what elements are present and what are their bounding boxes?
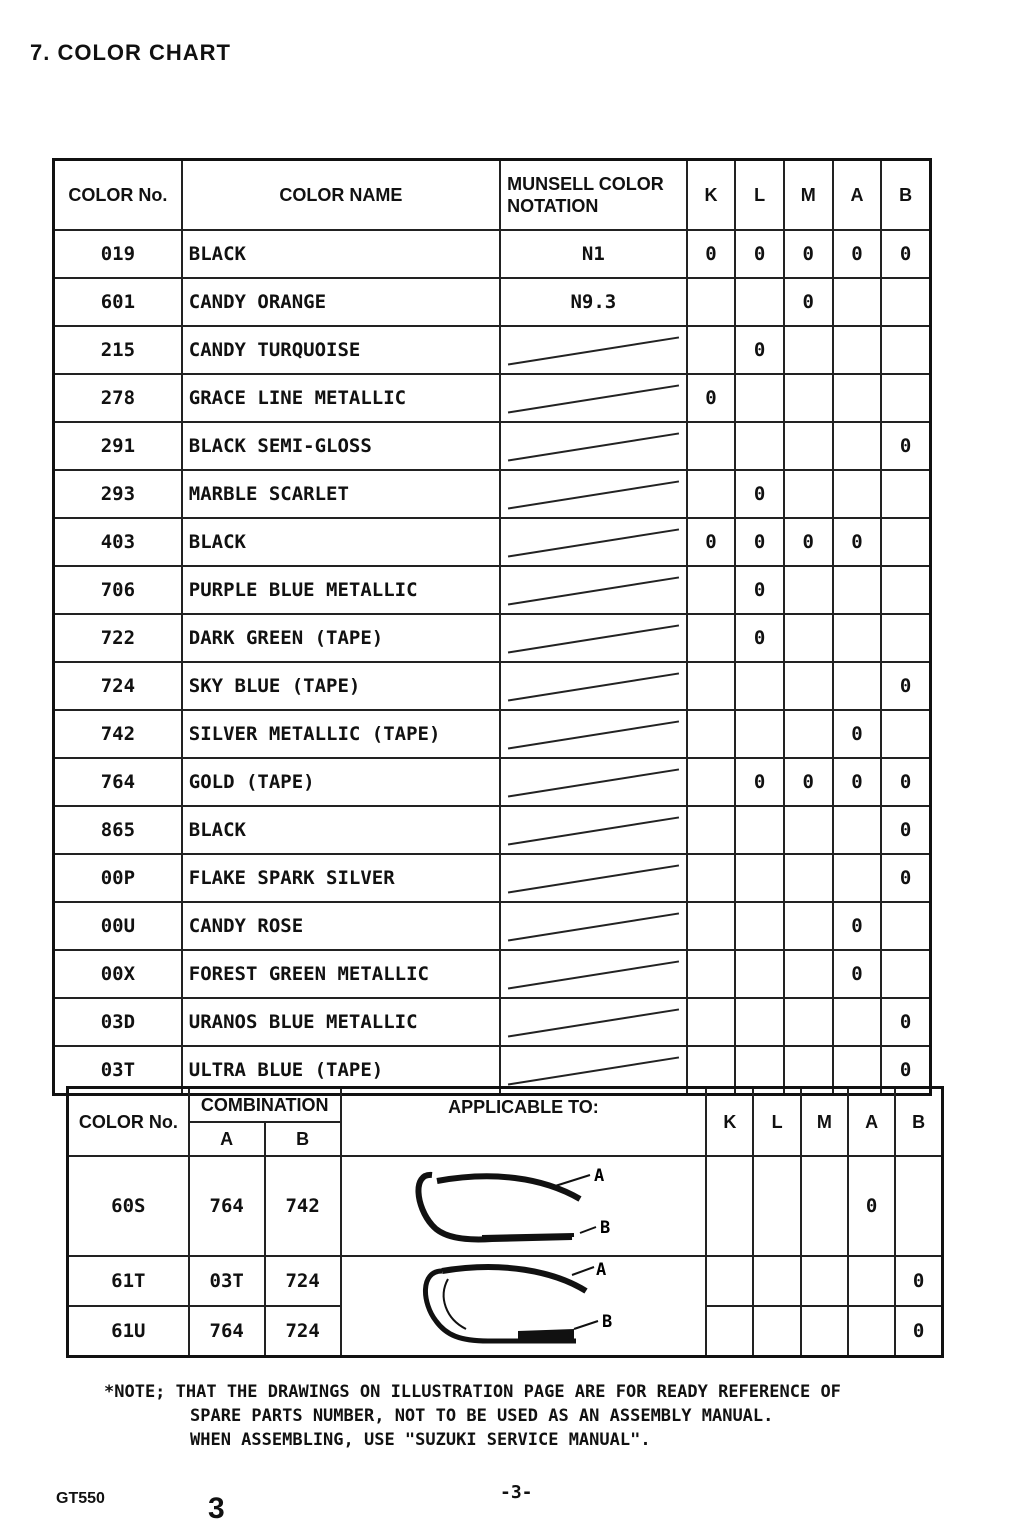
munsell-empty [500, 806, 687, 854]
model-mark-k [687, 854, 736, 902]
model-mark-m [784, 806, 833, 854]
tank-illustration-1 [341, 1156, 707, 1256]
combo-b-value: 724 [265, 1256, 341, 1306]
combo-header-model-m: M [801, 1088, 848, 1157]
model-mark-k [687, 998, 736, 1046]
model-mark-a [833, 806, 882, 854]
model-mark-b [881, 902, 930, 950]
color-row [54, 518, 931, 566]
header-model-b: B [881, 160, 930, 231]
model-mark-m [784, 326, 833, 374]
model-mark-l [735, 950, 784, 998]
model-mark-b: 0 [881, 758, 930, 806]
model-mark-m [784, 470, 833, 518]
model-mark-a [833, 998, 882, 1046]
combo-header-model-k: K [706, 1088, 753, 1157]
combo-a-value: 764 [189, 1156, 265, 1256]
model-mark-l [735, 806, 784, 854]
model-mark-l [735, 662, 784, 710]
color-number: 03T [54, 1046, 182, 1095]
model-mark-m [784, 902, 833, 950]
label-a-2: A [595, 1260, 606, 1280]
color-row [54, 230, 931, 278]
model-mark-a: 0 [833, 230, 882, 278]
combo-mark-m [801, 1156, 848, 1256]
combo-mark-b [895, 1156, 942, 1256]
color-number: 03D [54, 998, 182, 1046]
color-name: BLACK [182, 806, 500, 854]
color-name: PURPLE BLUE METALLIC [182, 566, 500, 614]
color-name: BLACK SEMI-GLOSS [182, 422, 500, 470]
model-mark-b: 0 [881, 230, 930, 278]
combo-mark-k [706, 1156, 753, 1256]
color-row [54, 662, 931, 710]
color-number: 215 [54, 326, 182, 374]
combo-mark-k [706, 1256, 753, 1306]
diagonal-strike [508, 721, 679, 750]
diagonal-strike [508, 865, 679, 894]
footer-page-number: -3- [500, 1482, 533, 1503]
diagonal-strike [508, 529, 679, 558]
model-mark-l: 0 [735, 758, 784, 806]
model-mark-m: 0 [784, 230, 833, 278]
combo-b-value: 724 [265, 1306, 341, 1357]
model-mark-b [881, 278, 930, 326]
model-mark-a [833, 614, 882, 662]
color-name: BLACK [182, 230, 500, 278]
model-mark-l: 0 [735, 230, 784, 278]
model-mark-b: 0 [881, 662, 930, 710]
color-chart-table [52, 158, 932, 1096]
diagonal-strike [508, 385, 679, 414]
model-mark-b [881, 374, 930, 422]
color-row [54, 470, 931, 518]
color-name: MARBLE SCARLET [182, 470, 500, 518]
model-mark-b [881, 614, 930, 662]
munsell-empty [500, 374, 687, 422]
color-row [54, 950, 931, 998]
model-mark-m [784, 662, 833, 710]
header-color-name: COLOR NAME [182, 160, 500, 231]
header-model-a: A [833, 160, 882, 231]
model-mark-b: 0 [881, 422, 930, 470]
model-mark-l: 0 [735, 470, 784, 518]
color-name: FLAKE SPARK SILVER [182, 854, 500, 902]
color-number: 601 [54, 278, 182, 326]
tank-drawing-2 [342, 1257, 698, 1355]
color-name: CANDY ROSE [182, 902, 500, 950]
model-mark-a [833, 422, 882, 470]
color-name: GOLD (TAPE) [182, 758, 500, 806]
diagonal-strike [508, 769, 679, 798]
diagonal-strike [508, 913, 679, 942]
color-row [54, 422, 931, 470]
color-row [54, 710, 931, 758]
model-mark-l [735, 422, 784, 470]
diagonal-strike [508, 481, 679, 510]
model-mark-l [735, 374, 784, 422]
color-name: ULTRA BLUE (TAPE) [182, 1046, 500, 1095]
munsell-empty [500, 470, 687, 518]
model-mark-b: 0 [881, 806, 930, 854]
color-number: 00X [54, 950, 182, 998]
color-number: 019 [54, 230, 182, 278]
munsell-empty [500, 326, 687, 374]
combo-header-model-a: A [848, 1088, 895, 1157]
color-row [54, 326, 931, 374]
model-mark-k [687, 278, 736, 326]
munsell-empty [500, 902, 687, 950]
header-model-k: K [687, 160, 736, 231]
combo-header-a: A [189, 1122, 265, 1156]
model-mark-m [784, 854, 833, 902]
munsell-empty [500, 950, 687, 998]
color-number: 722 [54, 614, 182, 662]
header-munsell: MUNSELL COLOR NOTATION [500, 160, 687, 231]
model-mark-b [881, 710, 930, 758]
model-mark-b: 0 [881, 998, 930, 1046]
model-mark-m [784, 710, 833, 758]
color-name: CANDY TURQUOISE [182, 326, 500, 374]
combo-header-b: B [265, 1122, 341, 1156]
footnote [104, 1380, 964, 1452]
munsell-empty [500, 710, 687, 758]
munsell-empty [500, 614, 687, 662]
color-name: GRACE LINE METALLIC [182, 374, 500, 422]
model-mark-b [881, 950, 930, 998]
note-line-1: *NOTE; THAT THE DRAWINGS ON ILLUSTRATION PAGE ARE FOR READY REFERENCE OF [104, 1382, 841, 1402]
model-mark-m [784, 374, 833, 422]
diagonal-strike [508, 577, 679, 606]
color-name: CANDY ORANGE [182, 278, 500, 326]
model-mark-b [881, 470, 930, 518]
model-mark-m: 0 [784, 278, 833, 326]
munsell-empty [500, 854, 687, 902]
color-name: FOREST GREEN METALLIC [182, 950, 500, 998]
color-name: DARK GREEN (TAPE) [182, 614, 500, 662]
header-color-no: COLOR No. [54, 160, 182, 231]
munsell-notation: N1 [500, 230, 687, 278]
combo-a-value: 764 [189, 1306, 265, 1357]
model-mark-b [881, 326, 930, 374]
model-mark-a: 0 [833, 518, 882, 566]
combo-mark-a [848, 1256, 895, 1306]
color-number: 293 [54, 470, 182, 518]
model-mark-k [687, 566, 736, 614]
label-a-1: A [593, 1166, 604, 1186]
munsell-empty [500, 422, 687, 470]
model-mark-m [784, 998, 833, 1046]
combo-mark-k [706, 1306, 753, 1357]
color-number: 00P [54, 854, 182, 902]
model-mark-a [833, 326, 882, 374]
model-mark-l [735, 278, 784, 326]
combo-header-model-b: B [895, 1088, 942, 1157]
footer-model: GT550 [56, 1490, 105, 1507]
footer-number: 3 [208, 1492, 225, 1525]
combo-a-value: 03T [189, 1256, 265, 1306]
color-row [54, 758, 931, 806]
model-mark-l [735, 998, 784, 1046]
diagonal-strike [508, 625, 679, 654]
combo-mark-m [801, 1256, 848, 1306]
color-number: 278 [54, 374, 182, 422]
model-mark-b [881, 566, 930, 614]
note-line-3: WHEN ASSEMBLING, USE "SUZUKI SERVICE MANUAL". [190, 1430, 651, 1450]
model-mark-l: 0 [735, 614, 784, 662]
model-mark-m: 0 [784, 758, 833, 806]
note-line-2: SPARE PARTS NUMBER, NOT TO BE USED AS AN ASSEMBLY MANUAL. [190, 1406, 774, 1426]
color-row [54, 806, 931, 854]
model-mark-k [687, 950, 736, 998]
combo-row [68, 1156, 943, 1256]
model-mark-a [833, 374, 882, 422]
header-model-m: M [784, 160, 833, 231]
color-row [54, 902, 931, 950]
model-mark-k [687, 326, 736, 374]
model-mark-k [687, 422, 736, 470]
diagonal-strike [508, 337, 679, 366]
model-mark-l: 0 [735, 326, 784, 374]
combo-color-no: 60S [68, 1156, 189, 1256]
combo-mark-b: 0 [895, 1306, 942, 1357]
combo-header-applicable: APPLICABLE TO: [341, 1088, 707, 1157]
munsell-empty [500, 662, 687, 710]
model-mark-m [784, 950, 833, 998]
combo-color-no: 61U [68, 1306, 189, 1357]
diagonal-strike [508, 1009, 679, 1038]
combo-mark-l [753, 1156, 800, 1256]
color-row [54, 278, 931, 326]
table-header-row [54, 160, 931, 231]
combo-mark-b: 0 [895, 1256, 942, 1306]
diagonal-strike [508, 1057, 679, 1086]
model-mark-a [833, 566, 882, 614]
label-b-1: B [599, 1218, 610, 1238]
combo-color-no: 61T [68, 1256, 189, 1306]
model-mark-a [833, 854, 882, 902]
combo-header-combination: COMBINATION [189, 1088, 341, 1123]
model-mark-b: 0 [881, 1046, 930, 1095]
model-mark-a: 0 [833, 758, 882, 806]
color-row [54, 374, 931, 422]
model-mark-k [687, 806, 736, 854]
label-b-2: B [601, 1312, 612, 1332]
combo-mark-m [801, 1306, 848, 1357]
model-mark-k [687, 614, 736, 662]
munsell-empty [500, 998, 687, 1046]
model-mark-k: 0 [687, 374, 736, 422]
model-mark-a: 0 [833, 950, 882, 998]
model-mark-k [687, 710, 736, 758]
color-row [54, 614, 931, 662]
model-mark-b [881, 518, 930, 566]
color-number: 865 [54, 806, 182, 854]
diagonal-strike [508, 817, 679, 846]
model-mark-a: 0 [833, 710, 882, 758]
model-mark-k: 0 [687, 518, 736, 566]
diagonal-strike [508, 673, 679, 702]
diagonal-strike [508, 433, 679, 462]
color-number: 291 [54, 422, 182, 470]
munsell-empty [500, 758, 687, 806]
model-mark-k [687, 758, 736, 806]
model-mark-k [687, 662, 736, 710]
model-mark-m [784, 566, 833, 614]
color-name: URANOS BLUE METALLIC [182, 998, 500, 1046]
combo-mark-a: 0 [848, 1156, 895, 1256]
model-mark-m [784, 614, 833, 662]
munsell-empty [500, 566, 687, 614]
color-name: BLACK [182, 518, 500, 566]
model-mark-a: 0 [833, 902, 882, 950]
model-mark-k [687, 470, 736, 518]
combo-mark-l [753, 1256, 800, 1306]
model-mark-m [784, 422, 833, 470]
tank-illustration-2 [341, 1256, 707, 1357]
model-mark-l [735, 854, 784, 902]
model-mark-a [833, 662, 882, 710]
combo-header-model-l: L [753, 1088, 800, 1157]
color-number: 403 [54, 518, 182, 566]
model-mark-m: 0 [784, 518, 833, 566]
color-number: 706 [54, 566, 182, 614]
model-mark-k [687, 902, 736, 950]
color-number: 764 [54, 758, 182, 806]
model-mark-l: 0 [735, 518, 784, 566]
color-row [54, 854, 931, 902]
model-mark-a [833, 278, 882, 326]
tank-drawing-1 [342, 1157, 698, 1257]
color-number: 00U [54, 902, 182, 950]
combination-table [66, 1086, 944, 1358]
diagonal-strike [508, 961, 679, 990]
color-number: 724 [54, 662, 182, 710]
header-model-l: L [735, 160, 784, 231]
combo-mark-l [753, 1306, 800, 1357]
model-mark-b: 0 [881, 854, 930, 902]
combo-header-color-no: COLOR No. [68, 1088, 189, 1157]
color-row [54, 566, 931, 614]
model-mark-l: 0 [735, 566, 784, 614]
page-heading: 7. COLOR CHART [30, 40, 231, 65]
color-number: 742 [54, 710, 182, 758]
color-row [54, 998, 931, 1046]
model-mark-l [735, 710, 784, 758]
model-mark-l [735, 902, 784, 950]
color-name: SILVER METALLIC (TAPE) [182, 710, 500, 758]
combo-row [68, 1256, 943, 1306]
color-name: SKY BLUE (TAPE) [182, 662, 500, 710]
combo-mark-a [848, 1306, 895, 1357]
munsell-empty [500, 518, 687, 566]
model-mark-k: 0 [687, 230, 736, 278]
model-mark-a [833, 470, 882, 518]
munsell-notation: N9.3 [500, 278, 687, 326]
color-chart-body [54, 230, 931, 1095]
combo-b-value: 742 [265, 1156, 341, 1256]
